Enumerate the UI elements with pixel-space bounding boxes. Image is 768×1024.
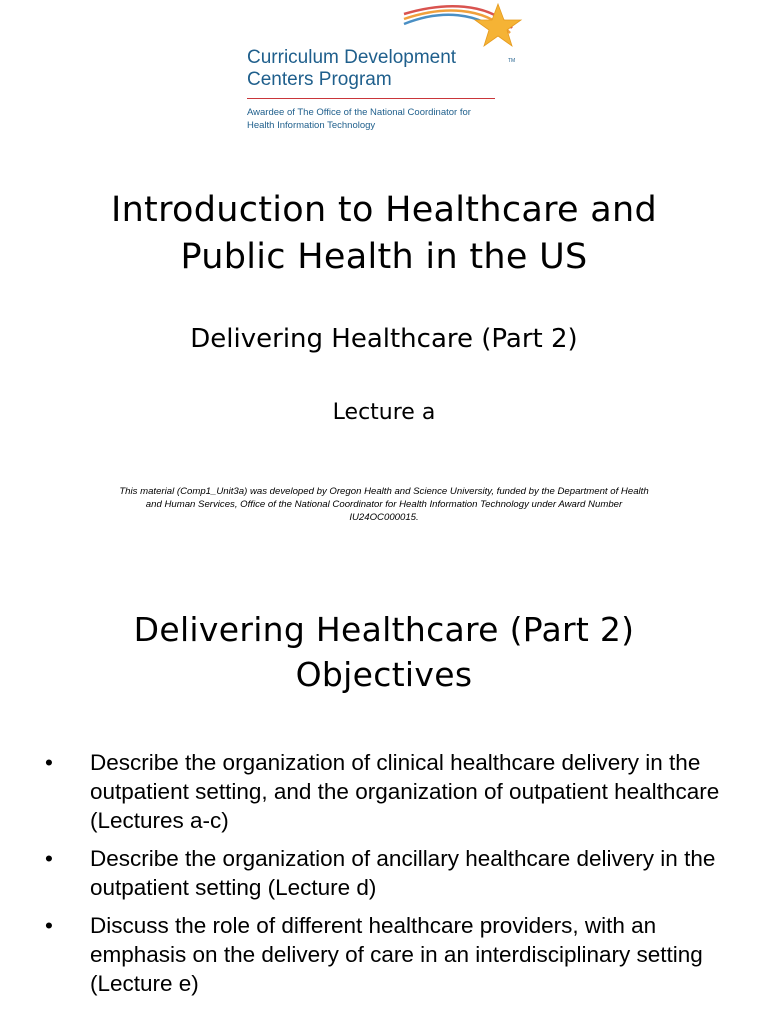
objective-item — [0, 911, 768, 998]
credit-line3: IU24OC000015. — [349, 512, 419, 523]
objectives-heading — [0, 607, 768, 697]
credit-line2: and Human Services, Office of the National Coordinator for Health Information Technology under Award Number — [145, 499, 623, 510]
bullet-icon: • — [45, 846, 53, 871]
logo-trademark: TM — [508, 58, 516, 64]
objective-text: Describe the organization of ancillary healthcare delivery in the outpatient setting (Lecture d) — [90, 846, 716, 900]
objectives-list — [0, 748, 768, 1007]
title-slide-heading — [0, 187, 768, 281]
title-line2: Public Health in the US — [180, 237, 588, 277]
logo-title-line1: Curriculum Development — [247, 47, 457, 68]
cdcp-logo — [244, 0, 534, 150]
bullet-icon: • — [45, 913, 53, 938]
logo-subtitle-line2: Health Information Technology — [247, 120, 376, 131]
title-line1: Introduction to Healthcare and — [110, 190, 658, 230]
title-slide-subtitle: Delivering Healthcare (Part 2) — [190, 324, 578, 354]
objective-text: Describe the organization of clinical healthcare delivery in the outpatient setting, and the organization of outpatient healthcare (Lectures a-c) — [90, 750, 720, 833]
objective-item — [0, 748, 768, 835]
logo-divider — [247, 98, 495, 99]
lecture-label: Lecture a — [332, 400, 436, 425]
objective-text: Discuss the role of different healthcare providers, with an emphasis on the delivery of care in an interdisciplinary setting (Lecture e) — [90, 913, 703, 996]
objectives-title-line1: Delivering Healthcare (Part 2) — [133, 610, 635, 649]
logo-subtitle-line1: Awardee of The Office of the National Coordinator for — [247, 107, 471, 118]
bullet-icon: • — [45, 750, 53, 775]
funding-credit — [84, 485, 684, 524]
credit-line1: This material (Comp1_Unit3a) was developed by Oregon Health and Science University, funded by the Department of Health — [119, 486, 649, 497]
objective-item — [0, 844, 768, 902]
objectives-title-line2: Objectives — [295, 655, 473, 694]
logo-title-line2: Centers Program — [247, 69, 392, 90]
